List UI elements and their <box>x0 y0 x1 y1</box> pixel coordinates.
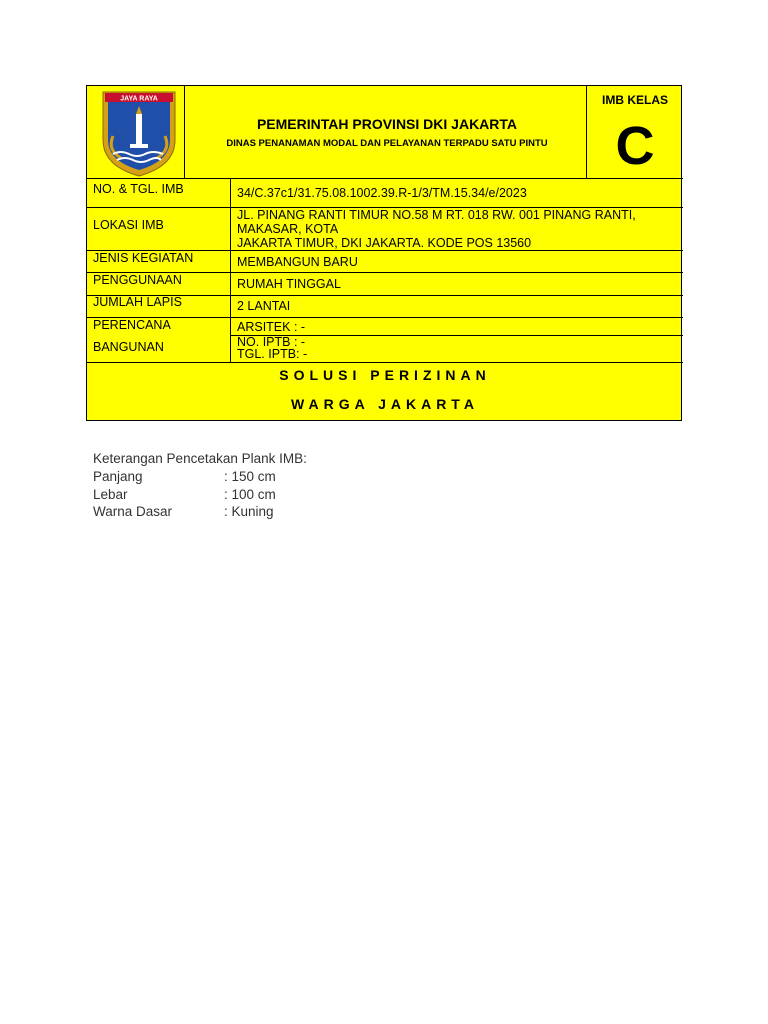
no-iptb-value: NO. IPTB : - <box>237 335 306 349</box>
notes-heading: Keterangan Pencetakan Plank IMB: <box>93 451 307 466</box>
no-tgl-value: 34/C.37c1/31.75.08.1002.39.R-1/3/TM.15.34/e/2023 <box>237 186 527 200</box>
no-tgl-label: NO. & TGL. IMB <box>93 182 184 196</box>
penggunaan-value: RUMAH TINGGAL <box>237 277 341 291</box>
jenis-label: JENIS KEGIATAN <box>93 251 194 265</box>
imb-class-label: IMB KELAS <box>602 93 668 107</box>
notes-value: : Kuning <box>224 504 274 520</box>
page-title: PEMERINTAH PROVINSI DKI JAKARTA <box>256 116 518 132</box>
notes-value: : 100 cm <box>224 486 276 502</box>
agency-subtitle: DINAS PENANAMAN MODAL DAN PELAYANAN TERPADU SATU PINTU <box>226 138 548 149</box>
notes-key: Lebar <box>93 486 128 502</box>
jumlah-label: JUMLAH LAPIS <box>93 295 182 309</box>
slogan-line-2: WARGA JAKARTA <box>291 396 479 412</box>
arsitek-value: ARSITEK : - <box>237 320 306 334</box>
lokasi-value-line3: JAKARTA TIMUR, DKI JAKARTA. KODE POS 13560 <box>237 236 532 250</box>
lokasi-label: LOKASI IMB <box>93 218 164 232</box>
perencana-label-line2: BANGUNAN <box>93 340 164 354</box>
lokasi-value-line2: MAKASAR, KOTA <box>237 222 339 236</box>
logo-text: JAYA RAYA <box>120 95 158 103</box>
tgl-iptb-value: TGL. IPTB: - <box>237 347 308 361</box>
jenis-value: MEMBANGUN BARU <box>237 255 358 269</box>
jumlah-value: 2 LANTAI <box>237 299 291 313</box>
notes-value: : 150 cm <box>224 468 276 484</box>
notes-key: Panjang <box>93 468 143 484</box>
perencana-label-line1: PERENCANA <box>93 318 171 332</box>
imb-plank <box>86 85 682 421</box>
penggunaan-label: PENGGUNAAN <box>93 273 182 287</box>
notes-key: Warna Dasar <box>93 504 173 520</box>
imb-class-value: C <box>615 116 655 176</box>
jaya-raya-emblem <box>97 88 181 178</box>
slogan-line-1: SOLUSI PERIZINAN <box>279 367 491 383</box>
lokasi-value-line1: JL. PINANG RANTI TIMUR NO.58 M RT. 018 RW. 001 PINANG RANTI, <box>237 208 636 222</box>
